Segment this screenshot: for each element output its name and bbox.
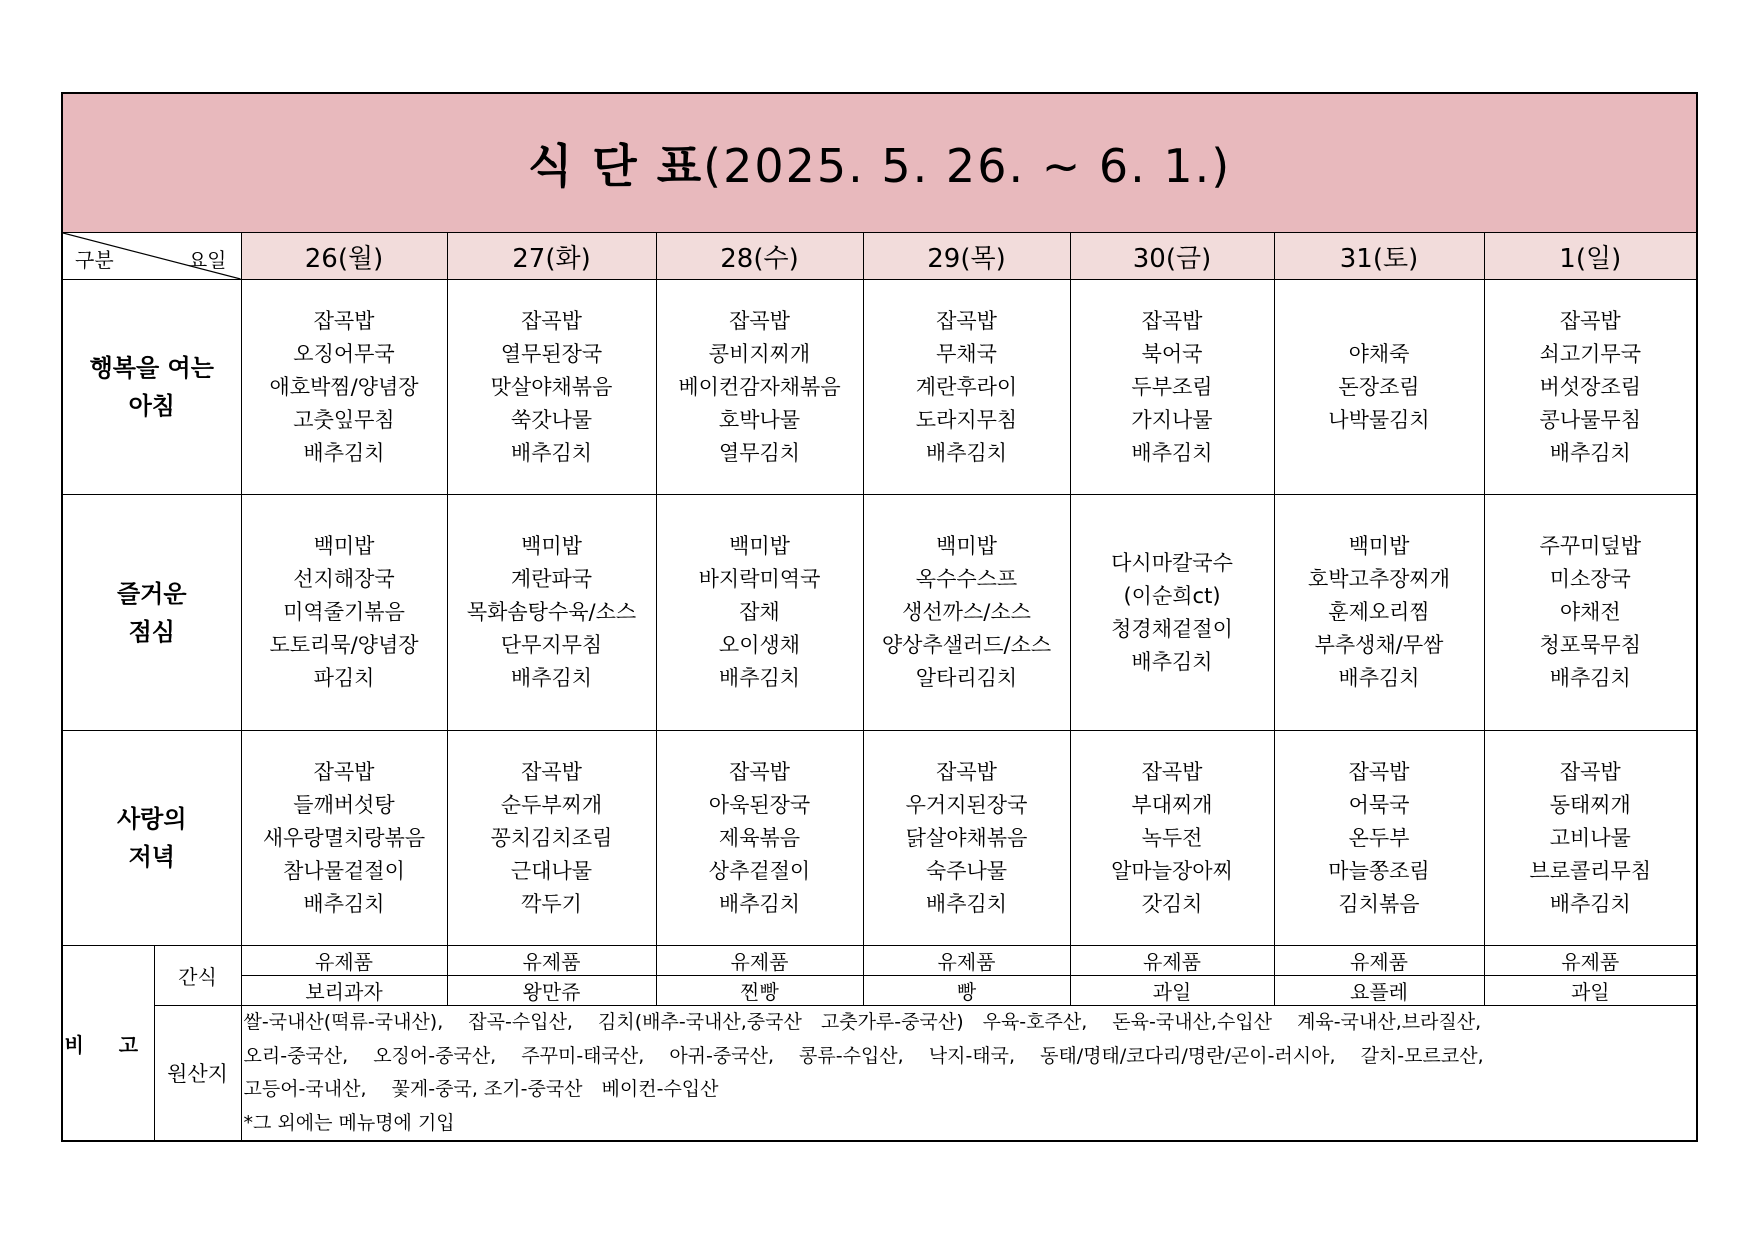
title-date-range: (2025. 5. 26. ~ 6. 1.) (703, 139, 1232, 193)
dish-item: 부추생채/무쌈 (1314, 633, 1444, 657)
dish-item: 맛살야채볶음 (490, 374, 613, 399)
lunch-cell-day-5 (1274, 495, 1484, 731)
origin-info (241, 1006, 1697, 1142)
dish-item: 주꾸미덮밥 (1539, 534, 1641, 558)
breakfast-cell-day-5 (1274, 280, 1484, 495)
snack-item-day-2: 찐빵 (656, 976, 863, 1006)
dish-item: 배추김치 (925, 440, 1008, 465)
snack-dairy-day-2: 유제품 (656, 946, 863, 976)
dish-item: 파김치 (313, 666, 375, 690)
snack-item-day-0: 보리과자 (241, 976, 447, 1006)
origin-label: 원산지 (154, 1006, 241, 1142)
dish-item: 상추겉절이 (708, 858, 811, 883)
menu-sheet (61, 92, 1696, 1142)
dish-item: 꽁치김치조림 (490, 825, 613, 850)
meal-label-line: 점심 (128, 617, 175, 646)
breakfast-row (62, 280, 1697, 495)
snack-dairy-day-4: 유제품 (1070, 946, 1274, 976)
snack-item-day-6: 과일 (1484, 976, 1697, 1006)
dish-item: 쑥갓나물 (510, 407, 593, 432)
dish-item: 잡곡밥 (313, 759, 375, 784)
snack-dairy-day-5: 유제품 (1274, 946, 1484, 976)
dish-item: 베이컨감자채볶음 (678, 374, 841, 399)
dish-item: 도라지무침 (915, 407, 1018, 432)
dish-item: 야채전 (1559, 600, 1621, 624)
dish-item: 알마늘장아찌 (1111, 858, 1233, 883)
dish-item: 열무된장국 (500, 341, 603, 366)
dish-item: 갓김치 (1141, 891, 1203, 916)
dish-item: 온두부 (1348, 825, 1410, 850)
dish-item: 배추김치 (1131, 649, 1213, 674)
day-header-3: 29(목) (863, 233, 1070, 280)
dish-item: 애호박찜/양념장 (269, 374, 419, 399)
snack-dairy-day-0: 유제품 (241, 946, 447, 976)
dish-item: (이순희ct) (1123, 583, 1221, 608)
meal-label-line: 사랑의 (116, 805, 187, 833)
dish-item: 북어국 (1141, 341, 1203, 366)
snack-dairy-day-3: 유제품 (863, 946, 1070, 976)
dish-item: 배추김치 (718, 891, 801, 916)
dish-item: 가지나물 (1131, 407, 1213, 432)
day-header-2: 28(수) (656, 233, 863, 280)
dinner-cell-day-4 (1070, 731, 1274, 946)
dish-item: 고춧잎무침 (293, 407, 395, 432)
dish-item: 배추김치 (1549, 891, 1631, 916)
dish-item: 선지해장국 (293, 567, 395, 591)
dish-item: 목화솜탕수육/소스 (466, 600, 637, 624)
header-row (62, 233, 1697, 280)
day-header-6: 1(일) (1484, 233, 1697, 280)
day-header-0: 26(월) (241, 233, 447, 280)
dish-item: 순두부찌개 (500, 792, 603, 817)
dish-item: 콩비지찌개 (708, 341, 811, 366)
dish-item: 배추김치 (510, 666, 593, 690)
dish-item: 우거지된장국 (905, 792, 1028, 817)
snack-item-day-1: 왕만쥬 (447, 976, 656, 1006)
dish-item: 잡곡밥 (1141, 759, 1203, 784)
dish-item: 훈제오리찜 (1328, 600, 1430, 624)
day-label: 요일 (187, 248, 227, 272)
lunch-cell-day-6 (1484, 495, 1697, 731)
snack-row-items (62, 976, 1697, 1006)
dish-item: 잡곡밥 (936, 759, 997, 784)
dish-item: 배추김치 (1549, 440, 1631, 465)
origin-line: 쌀-국내산(떡류-국내산), 잡곡-수입산, 김치(배추-국내산,중국산 고춧가루-중국산) 우육-호주산, 돈육-국내산,수입산 계육-국내산,브라질산, (243, 1011, 1482, 1033)
meal-label-line: 아침 (128, 392, 175, 420)
dish-item: 백미밥 (1348, 534, 1410, 558)
breakfast-cell-day-2 (656, 280, 863, 495)
lunch-cell-day-4 (1070, 495, 1274, 731)
dish-item: 근대나물 (510, 858, 593, 883)
dish-item: 콩나물무침 (1539, 407, 1641, 432)
dish-item: 숙주나물 (925, 858, 1008, 883)
dish-item: 배추김치 (303, 440, 385, 465)
dish-item: 배추김치 (303, 891, 385, 916)
dinner-cell-day-1 (447, 731, 656, 946)
snack-row-dairy (62, 946, 1697, 976)
dish-item: 잡곡밥 (936, 308, 997, 333)
dish-item: 배추김치 (718, 666, 801, 690)
dinner-cell-day-2 (656, 731, 863, 946)
origin-line: 오리-중국산, 오징어-중국산, 주꾸미-태국산, 아귀-중국산, 콩류-수입산, 낙지-태국, 동태/명태/코다리/명란/곤이-러시아, 갈치-모르코산, (243, 1044, 1484, 1067)
lunch-cell-day-1 (447, 495, 656, 731)
dinner-label (62, 731, 241, 946)
lunch-cell-day-3 (863, 495, 1070, 731)
dish-item: 들깨버섯탕 (293, 792, 395, 817)
dinner-cell-day-6 (1484, 731, 1697, 946)
dish-item: 미소장국 (1549, 567, 1631, 591)
day-header-5: 31(토) (1274, 233, 1484, 280)
dinner-cell-day-0 (241, 731, 447, 946)
dish-item: 계란파국 (510, 567, 593, 591)
dish-item: 도토리묵/양념장 (269, 633, 419, 657)
dish-item: 바지락미역국 (698, 567, 821, 591)
snack-item-day-5: 요플레 (1274, 976, 1484, 1006)
dinner-cell-day-3 (863, 731, 1070, 946)
breakfast-cell-day-4 (1070, 280, 1274, 495)
page-title (62, 93, 1697, 233)
dish-item: 미역줄기볶음 (283, 600, 405, 624)
dish-item: 잡채 (739, 600, 780, 624)
dish-item: 부대찌개 (1131, 792, 1213, 817)
dish-item: 두부조림 (1131, 374, 1213, 399)
dish-item: 브로콜리무침 (1529, 858, 1652, 883)
dish-item: 배추김치 (1131, 440, 1213, 465)
lunch-label (62, 495, 241, 731)
snack-item-day-4: 과일 (1070, 976, 1274, 1006)
dish-item: 쇠고기무국 (1539, 341, 1641, 366)
corner-header (62, 233, 241, 280)
dish-item: 잡곡밥 (521, 308, 582, 333)
breakfast-cell-day-6 (1484, 280, 1697, 495)
dish-item: 녹두전 (1141, 825, 1203, 850)
breakfast-label (62, 280, 241, 495)
dish-item: 야채죽 (1348, 341, 1410, 366)
dish-item: 잡곡밥 (313, 308, 375, 333)
dish-item: 양상추샐러드/소스 (881, 633, 1052, 657)
dinner-row (62, 731, 1697, 946)
dish-item: 청경채겉절이 (1111, 616, 1233, 641)
meal-plan-table (61, 92, 1698, 1142)
title-main: 식 단 표 (527, 139, 704, 193)
dish-item: 다시마칼국수 (1111, 550, 1233, 575)
dish-item: 배추김치 (1549, 666, 1631, 690)
dish-item: 배추김치 (510, 440, 593, 465)
dish-item: 참나물겉절이 (283, 858, 405, 883)
dish-item: 백미밥 (521, 534, 582, 558)
snack-item-day-3: 빵 (863, 976, 1070, 1006)
dish-item: 열무김치 (718, 440, 801, 465)
origin-line: *그 외에는 메뉴명에 기입 (243, 1111, 455, 1134)
category-label: 구분 (75, 248, 114, 272)
dish-item: 잡곡밥 (729, 308, 790, 333)
dish-item: 배추김치 (925, 891, 1008, 916)
dish-item: 백미밥 (313, 534, 375, 558)
dish-item: 무채국 (936, 341, 997, 366)
dish-item: 아욱된장국 (708, 792, 811, 817)
dish-item: 제육볶음 (718, 825, 801, 850)
day-header-4: 30(금) (1070, 233, 1274, 280)
breakfast-cell-day-0 (241, 280, 447, 495)
dinner-cell-day-5 (1274, 731, 1484, 946)
dish-item: 백미밥 (936, 534, 997, 558)
dish-item: 잡곡밥 (1559, 308, 1621, 333)
dish-item: 잡곡밥 (1348, 759, 1410, 784)
breakfast-cell-day-1 (447, 280, 656, 495)
dish-item: 어묵국 (1348, 792, 1410, 817)
dish-item: 오이생채 (718, 633, 801, 657)
dish-item: 나박물김치 (1328, 407, 1430, 432)
origin-row (62, 1006, 1697, 1142)
meal-label-line: 즐거운 (116, 579, 187, 608)
snack-dairy-day-6: 유제품 (1484, 946, 1697, 976)
snack-dairy-day-1: 유제품 (447, 946, 656, 976)
origin-line: 고등어-국내산, 꽃게-중국, 조기-중국산 베이컨-수입산 (243, 1078, 719, 1100)
dish-item: 잡곡밥 (1559, 759, 1621, 784)
dish-item: 생선까스/소스 (902, 600, 1031, 624)
dish-item: 깍두기 (521, 891, 582, 916)
dish-item: 닭살야채볶음 (905, 825, 1028, 850)
dish-item: 오징어무국 (293, 341, 395, 366)
dish-item: 새우랑멸치랑볶음 (262, 825, 426, 850)
meal-label-line: 저녁 (128, 843, 175, 871)
dish-item: 배추김치 (1338, 666, 1420, 690)
dish-item: 옥수수스프 (915, 567, 1018, 591)
dish-item: 고비나물 (1549, 825, 1631, 850)
dish-item: 호박고추장찌개 (1307, 567, 1450, 591)
lunch-cell-day-0 (241, 495, 447, 731)
dish-item: 마늘쫑조림 (1328, 858, 1430, 883)
dish-item: 계란후라이 (915, 374, 1018, 399)
dish-item: 단무지무침 (500, 633, 603, 657)
dish-item: 호박나물 (718, 407, 801, 432)
dish-item: 잡곡밥 (1141, 308, 1203, 333)
lunch-cell-day-2 (656, 495, 863, 731)
day-header-1: 27(화) (447, 233, 656, 280)
remarks-label: 비 고 (62, 946, 154, 1142)
dish-item: 돈장조림 (1338, 374, 1420, 399)
dish-item: 잡곡밥 (521, 759, 582, 784)
breakfast-cell-day-3 (863, 280, 1070, 495)
dish-item: 백미밥 (729, 534, 790, 558)
dish-item: 알타리김치 (915, 666, 1018, 690)
lunch-row (62, 495, 1697, 731)
dish-item: 청포묵무침 (1539, 633, 1641, 657)
snack-label: 간식 (154, 946, 241, 1006)
dish-item: 잡곡밥 (729, 759, 790, 784)
dish-item: 김치볶음 (1338, 891, 1420, 916)
meal-label-line: 행복을 여는 (89, 354, 214, 382)
dish-item: 동태찌개 (1549, 792, 1631, 817)
dish-item: 버섯장조림 (1539, 374, 1641, 399)
